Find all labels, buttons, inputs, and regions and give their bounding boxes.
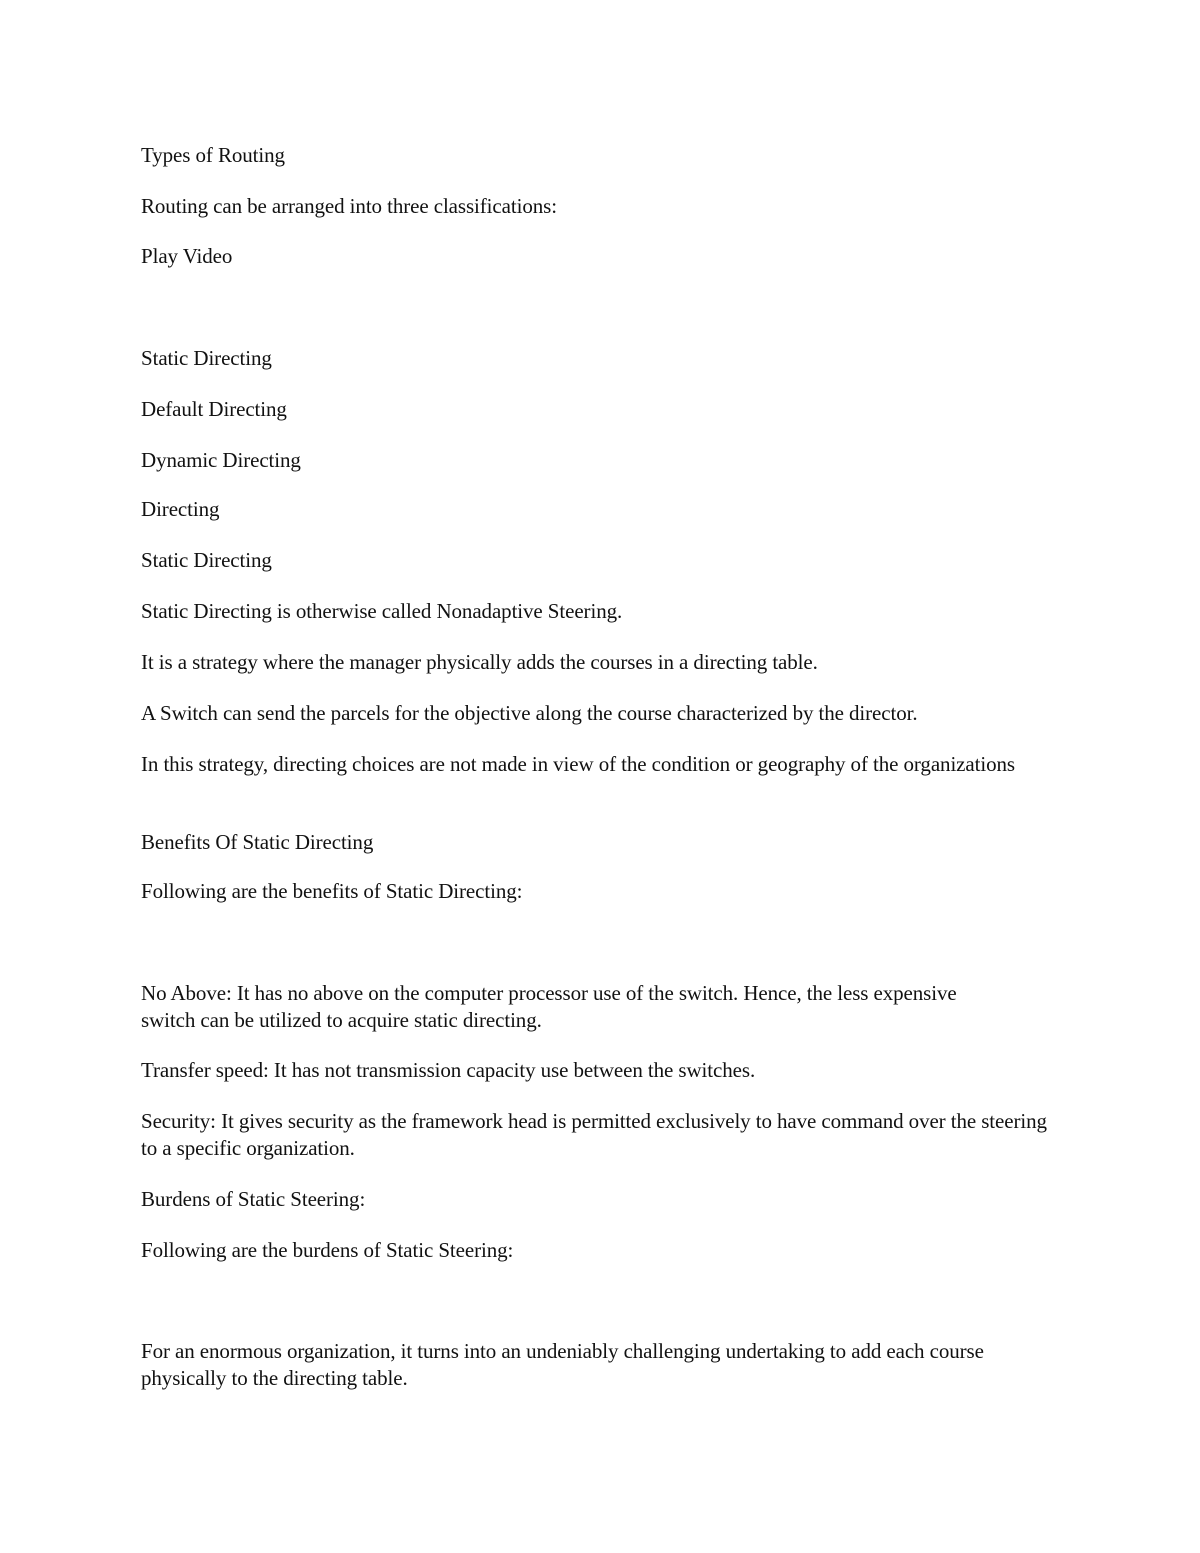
burden-item: For an enormous organization, it turns into an undeniably challenging undertaking to add each course physically to the directing table.: [141, 1339, 984, 1390]
intro-paragraph: Routing can be arranged into three classifications:: [141, 194, 557, 218]
list-item-default: Default Directing: [141, 397, 287, 421]
paragraph: A Switch can send the parcels for the objective along the course characterized by the director.: [141, 701, 918, 725]
benefit-item: No Above: It has no above on the computer processor use of the switch. Hence, the less expensive switch can be utilized to acquire static directing.: [141, 981, 957, 1032]
section-heading-static: Static Directing: [141, 548, 272, 572]
list-item-static: Static Directing: [141, 346, 272, 370]
section-heading-burdens: Burdens of Static Steering:: [141, 1187, 366, 1211]
list-item-dynamic: Dynamic Directing: [141, 448, 301, 472]
paragraph: Following are the burdens of Static Steering:: [141, 1238, 514, 1262]
benefit-item: Security: It gives security as the framework head is permitted exclusively to have command over the steering to a specific organization.: [141, 1109, 1047, 1160]
list-item-directing: Directing: [141, 497, 220, 521]
play-video-text: Play Video: [141, 244, 233, 268]
paragraph: It is a strategy where the manager physically adds the courses in a directing table.: [141, 650, 818, 674]
benefit-item: Transfer speed: It has not transmission capacity use between the switches.: [141, 1058, 756, 1082]
section-heading-benefits: Benefits Of Static Directing: [141, 830, 374, 854]
paragraph: Following are the benefits of Static Directing:: [141, 879, 523, 903]
heading-types-of-routing: Types of Routing: [141, 143, 285, 167]
paragraph: Static Directing is otherwise called Nonadaptive Steering.: [141, 599, 623, 623]
paragraph: In this strategy, directing choices are not made in view of the condition or geography of the organizations: [141, 752, 1015, 776]
